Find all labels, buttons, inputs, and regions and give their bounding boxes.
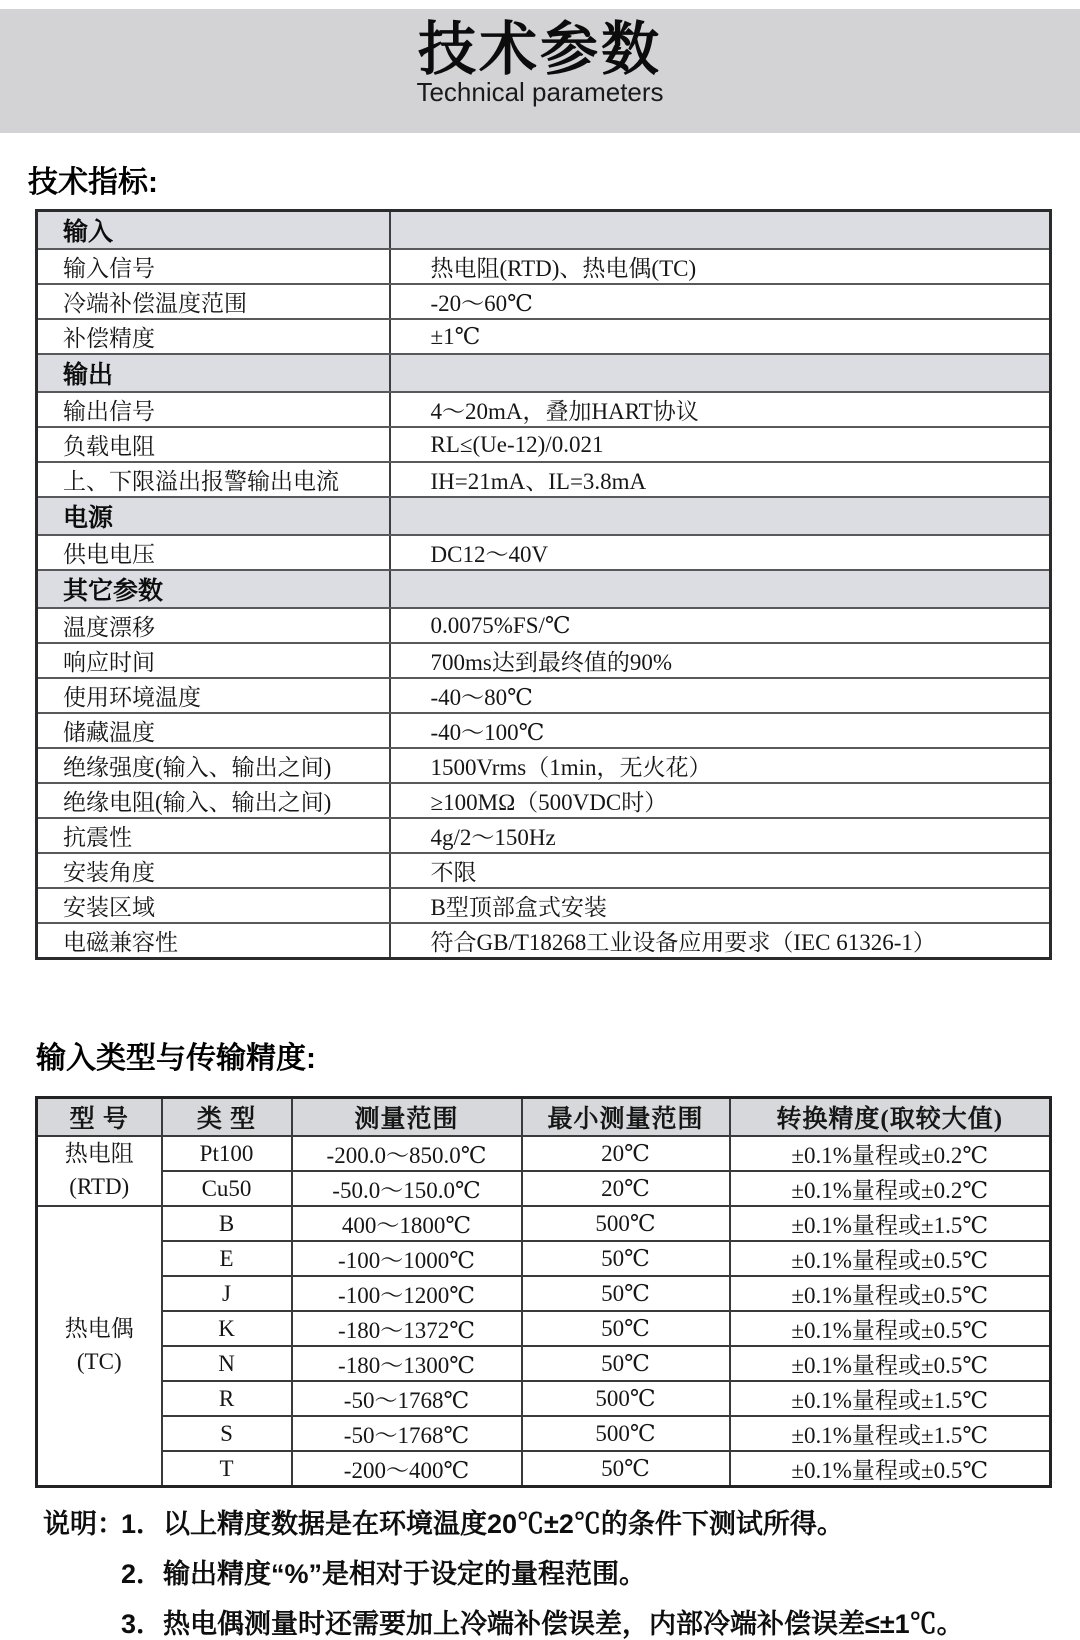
min-range-cell: 50℃	[522, 1451, 730, 1487]
spec-param-label: 补偿精度	[37, 319, 390, 354]
spec-param-value: ±1℃	[390, 319, 1051, 354]
note-row	[43, 1558, 1080, 1590]
spec-row	[37, 748, 1051, 783]
page-banner	[0, 9, 1080, 133]
accuracy-cell: ±0.1%量程或±0.5℃	[730, 1276, 1051, 1311]
spec-row	[37, 284, 1051, 319]
measure-range-cell: -50～1768℃	[292, 1381, 522, 1416]
accuracy-cell: ±0.1%量程或±0.5℃	[730, 1241, 1051, 1276]
spec-param-value: 热电阻(RTD)、热电偶(TC)	[390, 249, 1051, 284]
spec-row	[37, 713, 1051, 748]
spec-param-value: 0.0075%FS/℃	[390, 608, 1051, 643]
sensor-type-cell: R	[162, 1381, 292, 1416]
spec-param-label: 绝缘电阻(输入、输出之间)	[37, 783, 390, 818]
measure-range-cell: 400～1800℃	[292, 1206, 522, 1241]
spec-param-label: 安装角度	[37, 853, 390, 888]
measure-range-cell: -50～1768℃	[292, 1416, 522, 1451]
accuracy-section-heading: 输入类型与传输精度:	[36, 1042, 316, 1075]
accuracy-cell: ±0.1%量程或±0.2℃	[730, 1136, 1051, 1171]
spec-row	[37, 319, 1051, 354]
spec-param-value: RL≤(Ue-12)/0.021	[390, 427, 1051, 462]
accuracy-table	[35, 1096, 1052, 1488]
accuracy-row	[37, 1171, 1051, 1206]
spec-param-value: 不限	[390, 853, 1051, 888]
spec-param-label: 储藏温度	[37, 713, 390, 748]
spec-group-label: 输出	[37, 354, 390, 392]
sensor-model-line: (TC)	[76, 1349, 122, 1374]
spec-param-label: 响应时间	[37, 643, 390, 678]
note-text: 3．热电偶测量时还需要加上冷端补偿误差，内部冷端补偿误差≤±1℃。	[121, 1609, 964, 1639]
spec-param-label: 电磁兼容性	[37, 923, 390, 959]
spec-param-value: -40～100℃	[390, 713, 1051, 748]
accuracy-col-header: 最小测量范围	[522, 1098, 730, 1137]
accuracy-col-header: 型 号	[37, 1098, 162, 1137]
accuracy-col-header: 转换精度(取较大值)	[730, 1098, 1051, 1137]
spec-param-value: B型顶部盒式安装	[390, 888, 1051, 923]
measure-range-cell: -180～1300℃	[292, 1346, 522, 1381]
min-range-cell: 50℃	[522, 1276, 730, 1311]
spec-param-label: 输入信号	[37, 249, 390, 284]
spec-row	[37, 888, 1051, 923]
page-subtitle: Technical parameters	[416, 76, 664, 107]
spec-param-label: 安装区域	[37, 888, 390, 923]
accuracy-cell: ±0.1%量程或±1.5℃	[730, 1206, 1051, 1241]
note-prefix: 说明：	[43, 1509, 124, 1539]
accuracy-row	[37, 1206, 1051, 1241]
min-range-cell: 500℃	[522, 1416, 730, 1451]
spec-param-value: IH=21mA、IL=3.8mA	[390, 462, 1051, 497]
spec-param-value: 4～20mA，叠加HART协议	[390, 392, 1051, 427]
accuracy-row	[37, 1241, 1051, 1276]
accuracy-row	[37, 1136, 1051, 1171]
accuracy-cell: ±0.1%量程或±0.5℃	[730, 1311, 1051, 1346]
note-prefix	[43, 1608, 121, 1640]
sensor-model-line: 热电阻	[64, 1141, 134, 1167]
spec-group-filler	[390, 497, 1051, 535]
spec-param-label: 使用环境温度	[37, 678, 390, 713]
accuracy-row	[37, 1311, 1051, 1346]
spec-group-filler	[390, 211, 1051, 250]
accuracy-row	[37, 1381, 1051, 1416]
note-text: 2．输出精度“%”是相对于设定的量程范围。	[121, 1559, 647, 1589]
spec-param-label: 绝缘强度(输入、输出之间)	[37, 748, 390, 783]
min-range-cell: 50℃	[522, 1346, 730, 1381]
spec-section-heading: 技术指标:	[28, 166, 158, 199]
spec-group-filler	[390, 570, 1051, 608]
spec-row	[37, 923, 1051, 959]
spec-row	[37, 678, 1051, 713]
accuracy-header-row	[37, 1098, 1051, 1137]
spec-param-label: 冷端补偿温度范围	[37, 284, 390, 319]
spec-param-value: 700ms达到最终值的90%	[390, 643, 1051, 678]
spec-group-row	[37, 497, 1051, 535]
min-range-cell: 500℃	[522, 1206, 730, 1241]
accuracy-cell: ±0.1%量程或±0.5℃	[730, 1346, 1051, 1381]
spec-group-row	[37, 354, 1051, 392]
spec-row	[37, 427, 1051, 462]
spec-row	[37, 535, 1051, 570]
sensor-type-cell: N	[162, 1346, 292, 1381]
accuracy-cell: ±0.1%量程或±0.5℃	[730, 1451, 1051, 1487]
accuracy-row	[37, 1276, 1051, 1311]
spec-param-label: 负载电阻	[37, 427, 390, 462]
sensor-type-cell: T	[162, 1451, 292, 1487]
sensor-type-cell: S	[162, 1416, 292, 1451]
accuracy-row	[37, 1346, 1051, 1381]
spec-row	[37, 392, 1051, 427]
measure-range-cell: -100～1000℃	[292, 1241, 522, 1276]
spec-param-value: -40～80℃	[390, 678, 1051, 713]
note-prefix	[43, 1558, 121, 1590]
accuracy-col-header: 测量范围	[292, 1098, 522, 1137]
sensor-type-cell: Cu50	[162, 1171, 292, 1206]
spec-param-value: 4g/2～150Hz	[390, 818, 1051, 853]
note-text: 1．以上精度数据是在环境温度20℃±2℃的条件下测试所得。	[121, 1509, 844, 1539]
spec-row	[37, 643, 1051, 678]
spec-table	[35, 209, 1052, 960]
min-range-cell: 20℃	[522, 1136, 730, 1171]
min-range-cell: 500℃	[522, 1381, 730, 1416]
spec-group-label: 电源	[37, 497, 390, 535]
sensor-type-cell: E	[162, 1241, 292, 1276]
spec-param-label: 抗震性	[37, 818, 390, 853]
sensor-type-cell: J	[162, 1276, 292, 1311]
spec-group-row	[37, 570, 1051, 608]
min-range-cell: 50℃	[522, 1311, 730, 1346]
spec-row	[37, 462, 1051, 497]
measure-range-cell: -50.0～150.0℃	[292, 1171, 522, 1206]
spec-param-label: 温度漂移	[37, 608, 390, 643]
measure-range-cell: -200.0～850.0℃	[292, 1136, 522, 1171]
spec-group-label: 其它参数	[37, 570, 390, 608]
sensor-type-cell: Pt100	[162, 1136, 292, 1171]
measure-range-cell: -100～1200℃	[292, 1276, 522, 1311]
spec-param-value: ≥100MΩ（500VDC时）	[390, 783, 1051, 818]
spec-row	[37, 818, 1051, 853]
spec-row	[37, 249, 1051, 284]
spec-param-label: 上、下限溢出报警输出电流	[37, 462, 390, 497]
sensor-model-line: (RTD)	[69, 1174, 130, 1199]
spec-param-label: 输出信号	[37, 392, 390, 427]
sensor-model-cell	[37, 1136, 162, 1206]
notes-block	[43, 1508, 1080, 1640]
accuracy-cell: ±0.1%量程或±1.5℃	[730, 1416, 1051, 1451]
spec-row	[37, 783, 1051, 818]
spec-group-row	[37, 211, 1051, 250]
accuracy-col-header: 类 型	[162, 1098, 292, 1137]
spec-param-value: DC12～40V	[390, 535, 1051, 570]
spec-row	[37, 608, 1051, 643]
page-title: 技术参数	[417, 17, 662, 82]
accuracy-row	[37, 1451, 1051, 1487]
spec-param-value: -20～60℃	[390, 284, 1051, 319]
spec-group-label: 输入	[37, 211, 390, 250]
sensor-type-cell: B	[162, 1206, 292, 1241]
measure-range-cell: -200～400℃	[292, 1451, 522, 1487]
accuracy-row	[37, 1416, 1051, 1451]
note-row	[43, 1608, 1080, 1640]
sensor-type-cell: K	[162, 1311, 292, 1346]
spec-row	[37, 853, 1051, 888]
sensor-model-cell	[37, 1206, 162, 1487]
measure-range-cell: -180～1372℃	[292, 1311, 522, 1346]
sensor-model-line: 热电偶	[64, 1316, 134, 1342]
spec-group-filler	[390, 354, 1051, 392]
accuracy-cell: ±0.1%量程或±0.2℃	[730, 1171, 1051, 1206]
note-row	[43, 1508, 1080, 1540]
spec-param-value: 1500Vrms（1min，无火花）	[390, 748, 1051, 783]
min-range-cell: 20℃	[522, 1171, 730, 1206]
accuracy-cell: ±0.1%量程或±1.5℃	[730, 1381, 1051, 1416]
spec-param-value: 符合GB/T18268工业设备应用要求（IEC 61326-1）	[390, 923, 1051, 959]
min-range-cell: 50℃	[522, 1241, 730, 1276]
spec-param-label: 供电电压	[37, 535, 390, 570]
